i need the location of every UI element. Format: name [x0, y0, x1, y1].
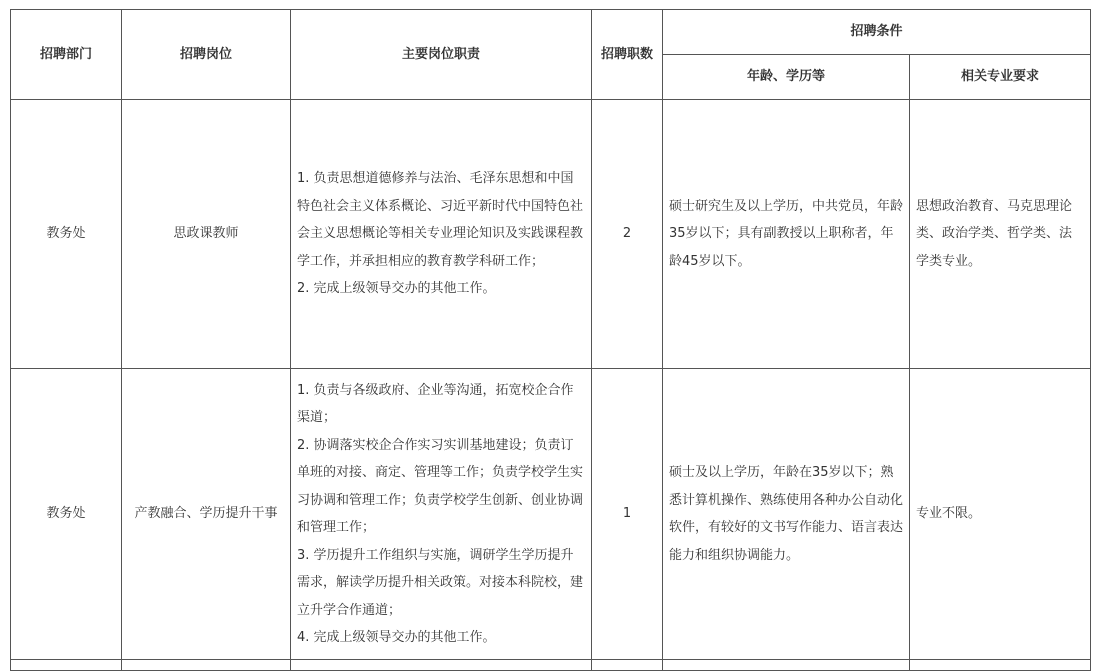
header-count: 招聘职数 [592, 10, 663, 100]
table-row-partial [11, 660, 1091, 671]
cell-empty [663, 660, 910, 671]
cell-age-edu: 硕士及以上学历，年龄在35岁以下；熟悉计算机操作、熟练使用各种办公自动化软件，有较好的文书写作能力、语言表达能力和组织协调能力。 [663, 369, 910, 660]
cell-empty [291, 660, 592, 671]
cell-duties [291, 100, 592, 369]
cell-count: 1 [592, 369, 663, 660]
cell-empty [910, 660, 1091, 671]
duty-item: 2. 完成上级领导交办的其他工作。 [297, 281, 496, 297]
duty-item: 2. 协调落实校企合作实习实训基地建设；负责订单班的对接、商定、管理等工作；负责学校学生实习协调和管理工作；负责学校学生创新、创业协调和管理工作； [297, 437, 584, 535]
header-conditions: 招聘条件 [663, 10, 1091, 55]
cell-dept: 教务处 [11, 369, 122, 660]
cell-age-edu: 硕士研究生及以上学历，中共党员，年龄35岁以下；具有副教授以上职称者，年龄45岁以下。 [663, 100, 910, 369]
header-age-edu: 年龄、学历等 [663, 55, 910, 100]
duty-item: 3. 学历提升工作组织与实施，调研学生学历提升需求，解读学历提升相关政策。对接本科院校，建立升学合作通道； [297, 547, 584, 618]
cell-empty [122, 660, 291, 671]
cell-count: 2 [592, 100, 663, 369]
table-row [11, 369, 1091, 660]
table-row [11, 100, 1091, 369]
header-major: 相关专业要求 [910, 55, 1091, 100]
cell-duties [291, 369, 592, 660]
header-row-1 [11, 10, 1091, 55]
cell-post: 产教融合、学历提升干事 [122, 369, 291, 660]
cell-empty [11, 660, 122, 671]
duty-item: 1. 负责思想道德修养与法治、毛泽东思想和中国特色社会主义体系概论、习近平新时代中国特色社会主义思想概论等相关专业理论知识及实践课程教学工作，并承担相应的教育教学科研工作； [297, 171, 584, 269]
recruitment-table [10, 9, 1091, 671]
cell-post: 思政课教师 [122, 100, 291, 369]
cell-dept: 教务处 [11, 100, 122, 369]
cell-major: 思想政治教育、马克思理论类、政治学类、哲学类、法学类专业。 [910, 100, 1091, 369]
cell-major: 专业不限。 [910, 369, 1091, 660]
header-dept: 招聘部门 [11, 10, 122, 100]
header-post: 招聘岗位 [122, 10, 291, 100]
header-duties: 主要岗位职责 [291, 10, 592, 100]
duty-item: 1. 负责与各级政府、企业等沟通，拓宽校企合作渠道； [297, 382, 574, 425]
cell-empty [592, 660, 663, 671]
duty-item: 4. 完成上级领导交办的其他工作。 [297, 630, 496, 645]
